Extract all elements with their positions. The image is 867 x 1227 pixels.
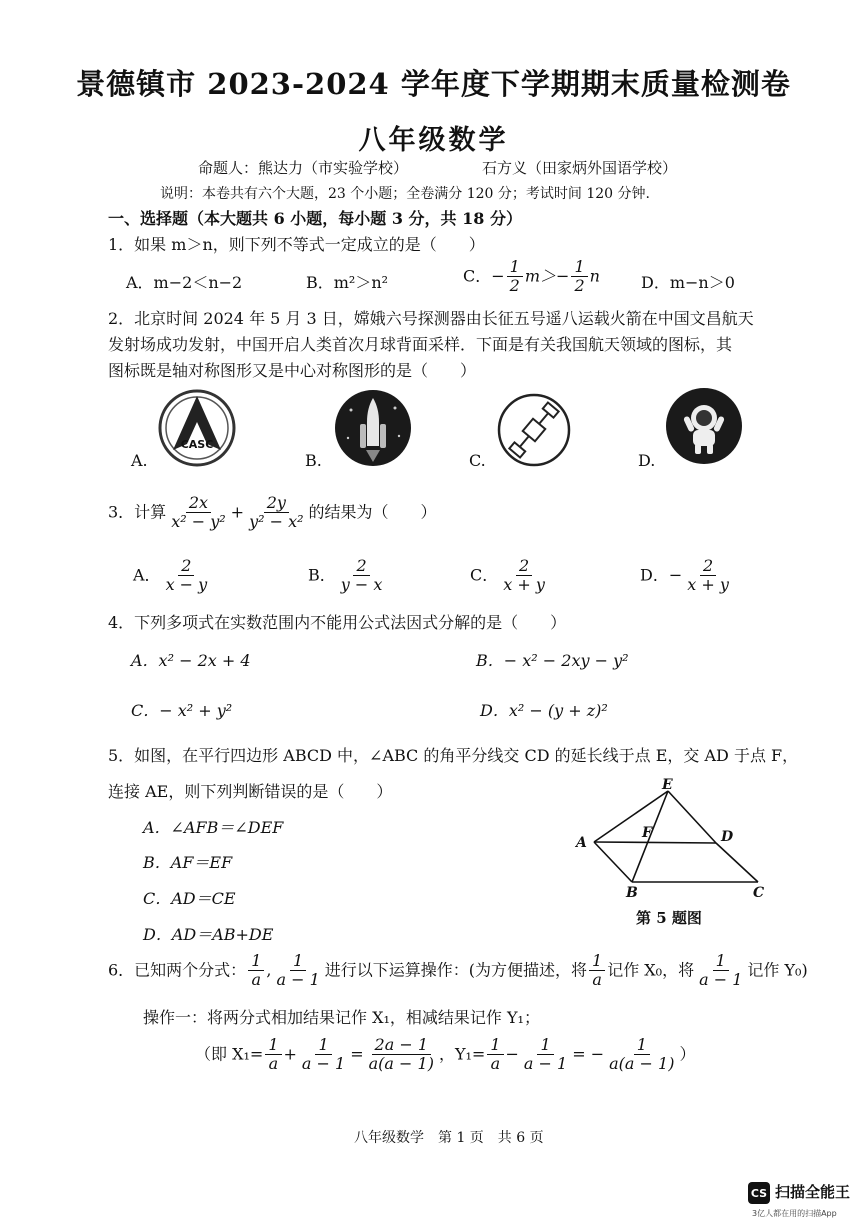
q6-note2: 记作 Y₀): [747, 960, 808, 980]
q6-ex-f4-den: a − 1: [523, 1054, 568, 1074]
q6-ex-f3: [487, 1036, 503, 1074]
point-c-label: C: [753, 885, 765, 900]
point-a-label: A: [576, 835, 587, 851]
q6-example: [195, 1036, 695, 1074]
q6-stem: [108, 952, 808, 990]
q6-ex-res-den: a(a − 1): [368, 1054, 434, 1074]
q6-frac-y0-den: a − 1: [699, 970, 743, 990]
q1-option-b: B．m²＞n²: [306, 273, 389, 292]
q2-option-c: C.: [469, 451, 486, 470]
q1-c-frac2-num: 1: [571, 258, 587, 277]
q6-frac-a-den: a: [251, 970, 262, 990]
q6-ex-res2: [606, 1036, 677, 1074]
q6-ex-f4-num: 1: [537, 1036, 553, 1055]
q4-stem: 4．下列多项式在实数范围内不能用公式法因式分解的是（ ）: [108, 613, 567, 632]
q6-ex-eq: =: [350, 1044, 364, 1064]
q6-frac-b-den: a − 1: [276, 970, 320, 990]
q6-ex-f2-num: 1: [315, 1036, 331, 1055]
q4-option-a: A．x² − 2x + 4: [131, 651, 251, 670]
segment-ae: [594, 791, 668, 842]
q3-c-den: x + y: [503, 575, 545, 595]
q6-ex-f1-num: 1: [265, 1036, 281, 1055]
q6-ex-f3-den: a: [490, 1054, 501, 1074]
q5-option-b: B．AF＝EF: [143, 853, 233, 872]
q3-option-c: [470, 557, 550, 595]
scanner-app-tagline: 3亿人都在用的扫描App: [752, 1209, 837, 1218]
exam-subtitle: 八年级数学: [358, 125, 509, 156]
astronaut-icon: [664, 386, 744, 466]
q3-b-frac: [338, 557, 386, 595]
q3-stem-pre: 3．计算: [108, 502, 167, 522]
q3-option-d: [640, 557, 734, 595]
q2-option-d: D.: [638, 451, 656, 470]
q1-c-pre: −: [491, 266, 505, 286]
casc-logo-icon: [157, 388, 237, 468]
q3-option-a: [133, 557, 212, 595]
authors-1: 命题人：熊达力（市实验学校）: [198, 159, 409, 177]
q6-frac-x0: [589, 952, 605, 990]
point-f-label: F: [642, 825, 652, 841]
q3-frac2-num: 2y: [264, 494, 289, 513]
q3-d-frac: [684, 557, 732, 595]
q3-c-num: 2: [516, 557, 532, 576]
scanner-app-name: 扫描全能王: [775, 1183, 851, 1201]
q3-a-num: 2: [178, 557, 194, 576]
q6-frac-a-num: 1: [248, 952, 264, 971]
q3-plus: +: [230, 502, 245, 522]
q6-ex-f2-den: a − 1: [301, 1054, 346, 1074]
q3-b-num: 2: [353, 557, 369, 576]
q6-note1: 记作 X₀，将: [607, 960, 695, 980]
q3-frac1-den: x² − y²: [171, 512, 226, 532]
q2-line1: 2．北京时间 2024 年 5 月 3 日，嫦娥六号探测器由长征五号遥八运载火箭在中国文昌航天: [108, 309, 754, 328]
q6-ex-close: ）: [679, 1044, 696, 1064]
q6-frac-b-num: 1: [290, 952, 306, 971]
q6-ex-res2-num: 1: [634, 1036, 650, 1055]
q1-c-frac2-den: 2: [574, 276, 585, 296]
q1-option-d: D．m−n＞0: [641, 273, 735, 292]
q1-c-frac1-num: 1: [507, 258, 523, 277]
q5-option-d: D．AD＝AB+DE: [143, 925, 274, 944]
q6-ex-y: ，Y₁=: [438, 1044, 486, 1064]
edge-dc: [716, 843, 758, 882]
q3-frac2-den: y² − x²: [249, 512, 304, 532]
q1-c-frac1: [507, 258, 523, 296]
q3-d-label: D．−: [640, 565, 683, 585]
q6-op1: 操作一：将两分式相加结果记作 X₁，相减结果记作 Y₁；: [143, 1008, 540, 1027]
q2-option-b: B.: [305, 451, 322, 470]
q2-option-a: A.: [131, 451, 148, 470]
q6-ex-res: [366, 1036, 437, 1074]
q1-c-mid: m＞−: [524, 266, 570, 286]
segment-ed: [668, 791, 716, 843]
q5-line1: 5．如图，在平行四边形 ABCD 中，∠ABC 的角平分线交 CD 的延长线于点 E，交 AD 于点 F，: [108, 746, 799, 765]
q3-a-label: A．: [133, 565, 161, 585]
q5-option-a: A．∠AFB＝∠DEF: [143, 818, 284, 837]
q6-ex-f4: [521, 1036, 570, 1074]
q3-a-frac: [163, 557, 211, 595]
q6-frac-x0-den: a: [592, 970, 602, 990]
scanner-logo-icon: [748, 1182, 770, 1204]
q6-stem-mid: 进行以下运算操作：(为方便描述，将: [324, 960, 588, 980]
q1-c-frac2: [571, 258, 587, 296]
q3-frac1: [168, 494, 228, 532]
point-d-label: D: [721, 829, 734, 845]
q3-option-b: [308, 557, 387, 595]
q6-ex-res2-den: a(a − 1): [609, 1054, 675, 1074]
q6-ex-f1: [265, 1036, 281, 1074]
q6-frac-y0-num: 1: [713, 952, 729, 971]
edge-ad: [594, 842, 716, 843]
q6-ex-f1-den: a: [268, 1054, 279, 1074]
section-heading: 一、选择题（本大题共 6 小题，每小题 3 分，共 18 分）: [108, 209, 522, 228]
edge-ba: [594, 842, 632, 882]
authors-2: 石方义（田家炳外国语学校）: [482, 159, 678, 177]
q6-comma: ,: [266, 960, 272, 980]
q6-ex-pre: （即 X₁=: [195, 1044, 264, 1064]
q4-option-c: C．− x² + y²: [131, 701, 233, 720]
q5-line2: 连接 AE，则下列判断错误的是（ ）: [108, 782, 393, 801]
q6-ex-f2: [299, 1036, 348, 1074]
point-e-label: E: [662, 777, 673, 793]
q3-b-den: y − x: [340, 575, 383, 595]
q6-ex-minus: −: [505, 1044, 519, 1064]
q3-d-den: x + y: [687, 575, 729, 595]
rocket-icon: [333, 388, 413, 468]
q1-option-a: A．m−2＜n−2: [126, 273, 243, 292]
q6-ex-res-num: 2a − 1: [372, 1036, 431, 1055]
q3-b-label: B．: [308, 565, 336, 585]
q5-option-c: C．AD＝CE: [143, 889, 236, 908]
q1-c-post: n: [589, 266, 600, 286]
casc-logo-text: CASC: [180, 438, 214, 451]
q6-frac-x0-num: 1: [589, 952, 605, 971]
instructions: 说明：本卷共有六个大题，23 个小题；全卷满分 120 分；考试时间 120 分钟.: [160, 186, 650, 202]
q1-c-frac1-den: 2: [509, 276, 520, 296]
scanner-badge-text: CS: [750, 1186, 768, 1200]
q6-ex-plus: +: [283, 1044, 297, 1064]
q6-frac-y0: [696, 952, 745, 990]
q3-d-num: 2: [700, 557, 716, 576]
q1-option-c: [463, 258, 600, 296]
q6-frac-b: [273, 952, 322, 990]
exam-title: 景德镇市 2023-2024 学年度下学期期末质量检测卷: [76, 67, 791, 101]
q3-stem: [108, 494, 437, 532]
q3-c-frac: [500, 557, 548, 595]
point-b-label: B: [626, 885, 638, 900]
q1-c-label: C．: [463, 266, 492, 286]
q5-figure-caption: 第 5 题图: [636, 909, 702, 927]
q6-ex-f3-num: 1: [487, 1036, 503, 1055]
q4-option-b: B．− x² − 2xy − y²: [476, 651, 629, 670]
q3-c-label: C．: [470, 565, 499, 585]
q3-frac1-num: 2x: [186, 494, 211, 513]
satellite-icon: [496, 392, 572, 468]
q2-line2: 发射场成功发射，中国开启人类首次月球背面采样．下面是有关我国航天领域的图标，其: [108, 335, 733, 354]
q6-ex-eq2: = −: [572, 1044, 605, 1064]
q5-parallelogram-figure: [570, 775, 770, 900]
page-footer: 八年级数学 第 1 页 共 6 页: [354, 1130, 544, 1146]
q3-stem-post: 的结果为（ ）: [308, 502, 437, 522]
q6-stem-pre: 6．已知两个分式：: [108, 960, 247, 980]
q3-frac2: [246, 494, 306, 532]
q2-line3: 图标既是轴对称图形又是中心对称图形的是（ ）: [108, 361, 477, 380]
q1-stem: 1．如果 m＞n，则下列不等式一定成立的是（ ）: [108, 235, 485, 254]
q6-frac-a: [248, 952, 264, 990]
q3-a-den: x − y: [165, 575, 208, 595]
q4-option-d: D．x² − (y + z)²: [480, 701, 608, 720]
